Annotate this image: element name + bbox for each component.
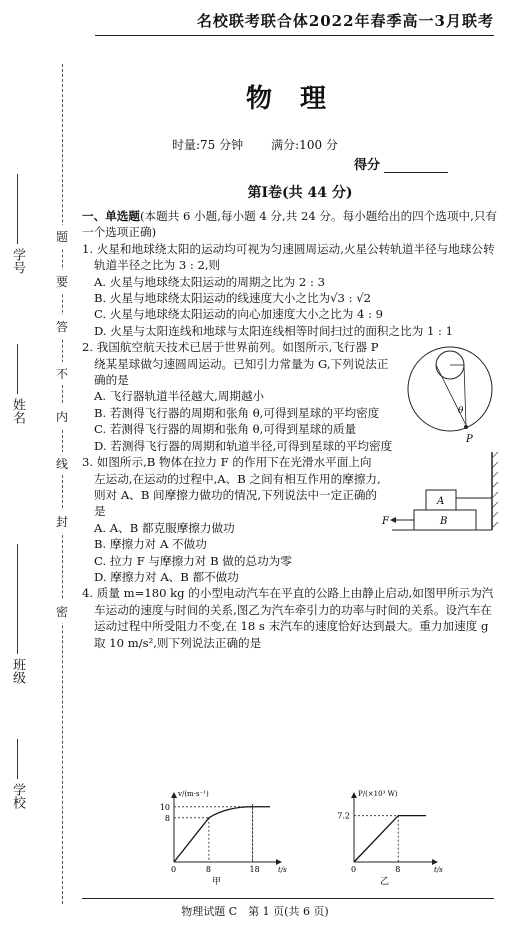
label-b: B (440, 516, 448, 528)
full-score: 满分:100 分 (271, 138, 338, 152)
x-tick-label: 0 (351, 865, 357, 874)
craft-p-dot (464, 425, 468, 429)
y-tick-label: 10 (159, 802, 170, 812)
label-a: A (437, 496, 445, 508)
orbit-figure (400, 341, 498, 445)
chart-velocity-time (150, 786, 290, 894)
q1-option-d: D. 火星与太阳连线和地球与太阳连线相等时间扫过的面积之比为 1 : 1 (94, 323, 454, 338)
seal-char: 密 (52, 600, 72, 623)
chart-power-time (330, 786, 450, 894)
y-axis-arrow (171, 792, 177, 798)
wall-hatch (492, 452, 498, 528)
x-axis-arrow (276, 859, 282, 865)
q2-option-c: C. 若测得飞行器的周期和张角 θ,可得到星球的质量 (94, 422, 357, 437)
x-tick-label: 18 (249, 865, 260, 874)
q2-option-a: A. 飞行器轨道半径越大,周期越小 (94, 389, 265, 404)
x-tick-label: 8 (205, 865, 212, 874)
binding-line (62, 64, 63, 904)
field-name: 姓名 (10, 340, 25, 424)
block-figure (382, 450, 500, 534)
seal-char: 题 (52, 225, 72, 248)
question-3-stem: 3. 如图所示,B 物体在拉力 F 的作用下在光滑水平面上向左运动,在运动的过程中,A、B 之间有相互作用的摩擦力,则对 A、B 间摩擦力做功的情况,下列说法中一定正确的是 (82, 455, 381, 519)
force-arrowhead (390, 517, 396, 523)
seal-char: 封 (52, 510, 72, 533)
tangent-line-right (464, 365, 466, 425)
seal-char: 线 (52, 452, 72, 475)
question-content (82, 208, 500, 651)
chart-caption: 乙 (380, 877, 390, 887)
x-axis-label: t/s (278, 866, 287, 874)
subject-title: 物理 (245, 84, 354, 114)
question-1-stem: 1. 火星和地球绕太阳的运动均可视为匀速圆周运动,火星公转轨道半径与地球公转轨道半径之比为 3 : 2,则 (82, 241, 495, 273)
q3-option-b: B. 摩擦力对 A 不做功 (94, 537, 207, 552)
field-school: 学校 (10, 735, 25, 809)
section-header (82, 208, 500, 241)
field-student-id: 学号 (10, 170, 25, 274)
q2-option-b: B. 若测得飞行器的周期和张角 θ,可得到星球的平均密度 (94, 405, 380, 420)
label-f: F (382, 516, 389, 528)
q1-option-b: B. 火星与地球绕太阳运动的线速度大小之比为√3 : √2 (94, 291, 371, 306)
q1-option-c: C. 火星与地球绕太阳运动的向心加速度大小之比为 4 : 9 (94, 307, 384, 322)
seal-char: 不 (52, 362, 72, 385)
question-2-stem: 2. 我国航空航天技术已居于世界前列。如图所示,飞行器 P 绕某星球做匀速圆周运动。已知引力常量为 G,下列说法正确的是 (82, 340, 389, 388)
question-3 (82, 454, 500, 585)
series-line (354, 816, 426, 862)
q3-option-d: D. 摩擦力对 A、B 都不做功 (94, 569, 239, 584)
y-axis-arrow (351, 792, 357, 798)
y-axis-label: P/(×10³ W) (358, 790, 398, 798)
q3-option-c: C. 拉力 F 与摩擦力对 B 做的总功为零 (94, 553, 292, 568)
score-blank[interactable] (384, 172, 448, 173)
seal-char: 要 (52, 270, 72, 293)
field-class: 班级 (10, 540, 25, 684)
score-box (354, 154, 448, 173)
seal-char: 内 (52, 405, 72, 428)
seal-char: 答 (52, 315, 72, 338)
q2-option-d: D. 若测得飞行器的周期和轨道半径,可得到星球的平均密度 (94, 438, 393, 453)
time-limit: 时量:75 分钟 (172, 138, 244, 152)
angle-theta-label: θ (458, 406, 464, 417)
x-tick-label: 8 (395, 865, 401, 874)
q3-option-a: A. A、B 都克服摩擦力做功 (94, 520, 235, 535)
y-tick-label: 8 (164, 813, 170, 823)
x-tick-label: 0 (171, 865, 177, 874)
tangent-line-left (436, 365, 466, 425)
question-4-stem: 4. 质量 m=180 kg 的小型电动汽车在平直的公路上由静止启动,如图甲所示为汽车运动的速度与时间的关系,图乙为汽车牵引力的功率与时间的关系。设汽车在运动过程中所受阻力不变,在 18 s 末汽车的速度恰好达到最大。重力加速度 g 取 10 m/s²,则下列说法正确的是 (82, 586, 494, 650)
y-tick-label: 7.2 (337, 811, 350, 821)
score-label: 得分 (354, 158, 381, 173)
page-footer: 物理试题 C 第 1 页(共 6 页) (0, 898, 510, 919)
x-axis-arrow (432, 859, 438, 865)
q1-option-a: A. 火星与地球绕太阳运动的周期之比为 2 : 3 (94, 274, 325, 289)
y-axis-label: v/(m·s⁻¹) (178, 790, 209, 798)
x-axis-label: t/s (434, 866, 443, 874)
section-title: 一、单选题 (82, 209, 140, 223)
exam-meta (172, 136, 338, 153)
orbit-circle (408, 347, 492, 431)
section-desc: (本题共 6 小题,每小题 4 分,共 24 分。每小题给出的四个选项中,只有一个选项正确) (82, 209, 498, 240)
question-2 (82, 339, 500, 454)
craft-p-label: P (466, 434, 473, 446)
series-line (174, 807, 270, 862)
volume-title: 第Ⅰ卷(共 44 分) (247, 185, 353, 201)
chart-caption: 甲 (212, 877, 222, 887)
exam-title: 名校联考联合体2022年春季高一3月联考 (0, 10, 510, 36)
